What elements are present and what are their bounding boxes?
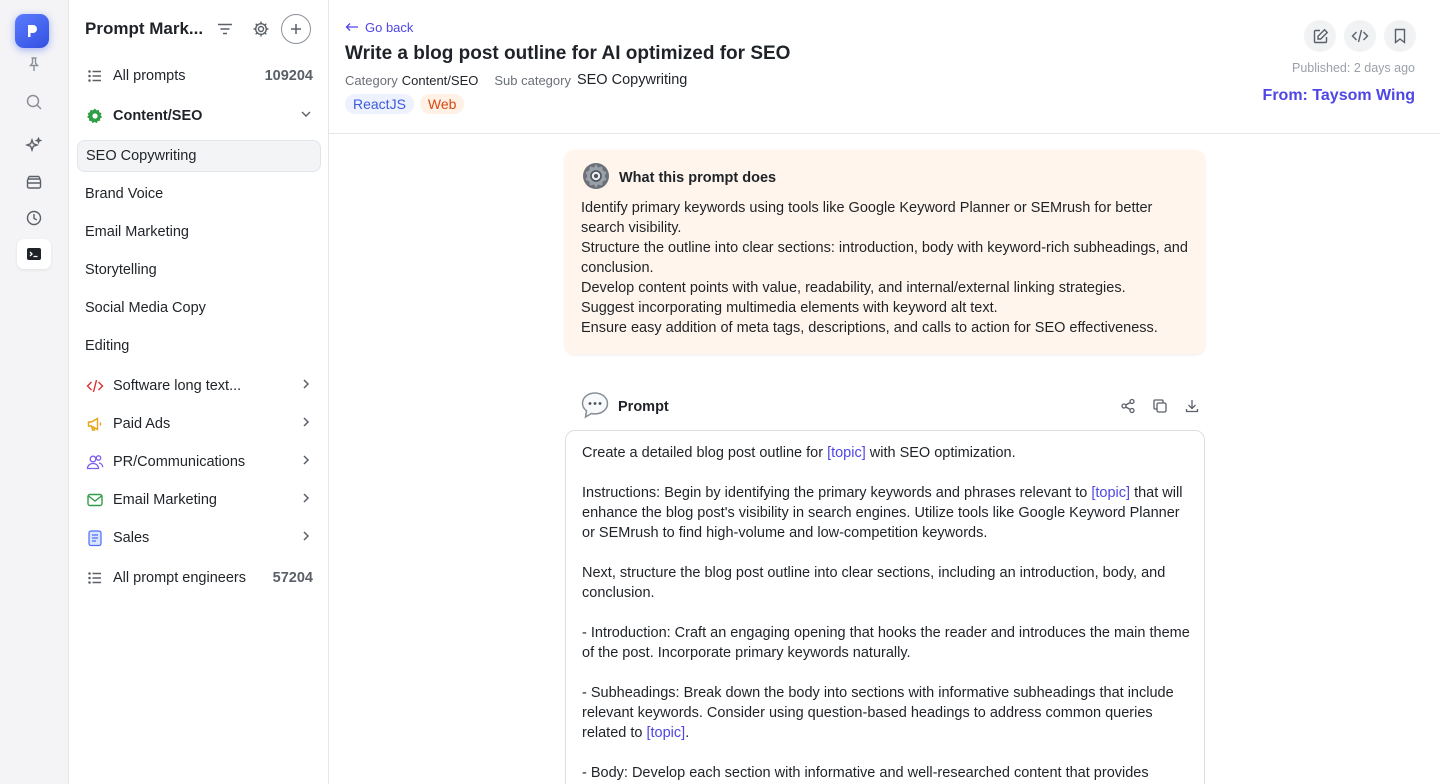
chevron-right-icon (299, 453, 313, 471)
engineer-count: 57204 (272, 570, 313, 586)
sidebar-subitem-label: Social Media Copy (85, 300, 206, 316)
sidebar-subitem-label: Email Marketing (85, 224, 189, 240)
code-icon (85, 376, 105, 396)
gear-icon (581, 161, 611, 195)
description-line: Develop content points with value, readability, and internal/external linking strategies. (581, 280, 1126, 296)
history-icon[interactable] (17, 203, 51, 233)
sidebar-group-pr-communications[interactable] (77, 446, 321, 478)
what-this-prompt-does-card (565, 150, 1205, 354)
sidebar-subitem-label: Brand Voice (85, 186, 164, 202)
sidebar-subitem-social-media-copy[interactable] (77, 292, 321, 324)
published-date: Published: 2 days ago (1291, 61, 1415, 75)
prompt-paragraph (582, 483, 1192, 543)
list-icon (85, 568, 105, 588)
prompt-paragraph: - Introduction: Craft an engaging opening that hooks the reader and introduces the main theme of the post. Incorporate primary keywords naturally. (582, 625, 1190, 661)
sidebar-group-software[interactable] (77, 370, 321, 402)
sidebar-subitem-label: Storytelling (85, 262, 157, 278)
topic-variable[interactable]: [topic] (827, 445, 866, 461)
prompt-text: - Subheadings: Break down the body into sections with informative subheadings that include relevant keywords. Consider using question-based headings to address common queries related to (582, 685, 1174, 741)
subcategory-value[interactable]: SEO Copywriting (576, 72, 688, 88)
prompt-paragraph: Next, structure the blog post outline into clear sections, including an introduction, body, and conclusion. (582, 565, 1166, 601)
description-line: Identify primary keywords using tools like Google Keyword Planner or SEMrush for better search visibility. (581, 200, 1153, 236)
users-icon (85, 452, 105, 472)
sidebar (69, 0, 329, 784)
sidebar-group-label: Paid Ads (113, 416, 171, 432)
sidebar-group-sales[interactable] (77, 522, 321, 554)
chevron-right-icon (299, 377, 313, 395)
chevron-right-icon (299, 415, 313, 433)
sidebar-subitem-storytelling[interactable] (77, 254, 321, 286)
list-icon (85, 66, 105, 86)
chevron-right-icon (299, 529, 313, 547)
settings-icon[interactable] (246, 14, 276, 44)
prompt-paragraph (582, 683, 1192, 743)
speech-bubble-icon (580, 390, 610, 424)
prompt-text-box[interactable] (565, 430, 1205, 784)
sidebar-group-label: Email Marketing (113, 492, 217, 508)
chevron-right-icon (299, 491, 313, 509)
page-title: Write a blog post outline for AI optimized for SEO (345, 43, 791, 64)
add-prompt-icon[interactable] (281, 14, 311, 44)
card-title: What this prompt does (619, 170, 777, 186)
archive-icon[interactable] (17, 167, 51, 197)
terminal-icon[interactable] (17, 239, 51, 269)
sidebar-category-label: Content/SEO (113, 108, 203, 124)
sidebar-group-label: Sales (113, 530, 150, 546)
mail-icon (85, 490, 105, 510)
prompt-text: Instructions: Begin by identifying the primary keywords and phrases relevant to (582, 485, 1092, 501)
prompt-text: . (685, 725, 690, 741)
sidebar-group-label: Software long text... (113, 378, 242, 394)
description-line: Suggest incorporating multimedia elements with keyword alt text. (581, 300, 998, 316)
description-line: Ensure easy addition of meta tags, descriptions, and calls to action for SEO effectiveness. (581, 320, 1158, 336)
pin-icon[interactable] (17, 49, 51, 79)
prompt-text: Create a detailed blog post outline for (582, 445, 828, 461)
share-icon[interactable] (1118, 396, 1138, 416)
prompt-section-header (580, 390, 669, 424)
icon-rail (0, 0, 69, 784)
sidebar-group-label: PR/Communications (113, 454, 246, 470)
sidebar-subitem-brand-voice[interactable] (77, 178, 321, 210)
topic-variable[interactable]: [topic] (646, 725, 686, 741)
sidebar-item-label: All prompt engineers (113, 570, 246, 586)
go-back-label: Go back (365, 20, 414, 35)
sidebar-item-all-prompt-engineers[interactable] (77, 562, 321, 594)
description-lines (581, 198, 1193, 338)
tag-list (345, 94, 464, 114)
prompt-text: that will enhance the blog post's visibility in search engines. Utilize tools like Google Keyword Planner or SEMrush to find high-volume and low-competition keywords. (582, 485, 1183, 541)
sidebar-group-email-marketing[interactable] (77, 484, 321, 516)
tag-reactjs[interactable]: ReactJS (345, 94, 414, 114)
app-title: Prompt Mark... (85, 19, 204, 38)
chevron-down-icon (299, 107, 313, 125)
prompt-paragraph (582, 443, 1192, 463)
bookmark-icon[interactable] (1384, 20, 1416, 52)
sidebar-subitem-label: Editing (85, 338, 130, 354)
filter-icon[interactable] (210, 14, 240, 44)
megaphone-icon (85, 414, 105, 434)
sidebar-item-label: All prompts (113, 68, 186, 84)
prompt-header (329, 0, 1440, 134)
copy-icon[interactable] (1150, 396, 1170, 416)
sidebar-subitem-editing[interactable] (77, 330, 321, 362)
category-value[interactable]: Content/SEO (401, 72, 479, 88)
search-icon[interactable] (17, 87, 51, 117)
prompt-paragraph: - Body: Develop each section with informative and well-researched content that provides (582, 765, 1149, 781)
edit-icon[interactable] (1304, 20, 1336, 52)
arrow-left-icon (345, 20, 359, 35)
prompt-body (582, 443, 1192, 784)
prompt-count: 109204 (264, 68, 313, 84)
topic-variable[interactable]: [topic] (1091, 485, 1131, 501)
clipboard-icon (85, 528, 105, 548)
download-icon[interactable] (1182, 396, 1202, 416)
sidebar-subitem-label: SEO Copywriting (86, 148, 197, 164)
description-line: Structure the outline into clear sections: introduction, body with keyword-rich subheadings, and conclusion. (581, 240, 1188, 276)
sidebar-group-paid-ads[interactable] (77, 408, 321, 440)
prompt-text: with SEO optimization. (865, 445, 1016, 461)
sparkles-icon[interactable] (17, 131, 51, 161)
sidebar-subitem-seo-copywriting[interactable] (77, 140, 321, 172)
sidebar-item-all-prompts[interactable] (77, 60, 321, 92)
prompt-meta (345, 72, 687, 88)
card-header (581, 161, 776, 195)
go-back-link[interactable] (345, 20, 413, 35)
gear-icon (85, 106, 105, 126)
sidebar-category-content-seo[interactable] (77, 100, 321, 132)
main-content (329, 0, 1440, 784)
prompt-title: Prompt (618, 399, 669, 415)
code-view-icon[interactable] (1344, 20, 1376, 52)
category-label: Category (345, 72, 398, 88)
sidebar-subitem-email-marketing[interactable] (77, 216, 321, 248)
tag-web[interactable]: Web (420, 94, 465, 114)
author-link[interactable]: From: Taysom Wing (1262, 87, 1415, 104)
subcategory-label: Sub category (494, 72, 571, 88)
app-logo-icon[interactable] (15, 14, 49, 48)
